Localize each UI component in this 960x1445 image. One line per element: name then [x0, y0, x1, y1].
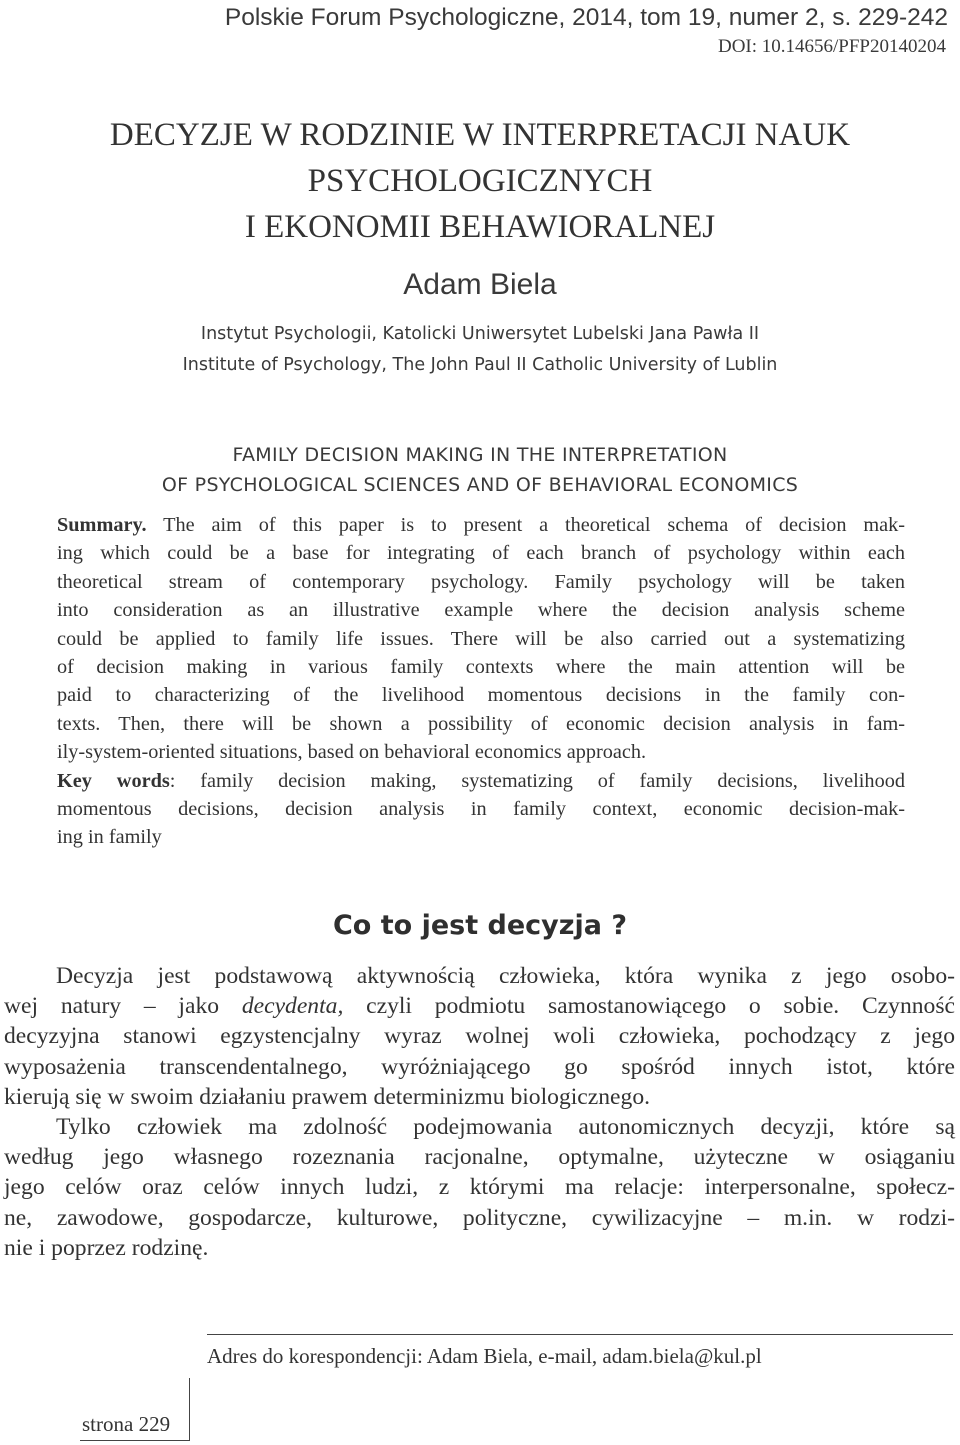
summary-label: Summary.: [57, 514, 147, 536]
summary-block: [57, 511, 905, 852]
page-number-frame-horizontal: [80, 1440, 190, 1441]
title-line: DECYZJE W RODZINIE W INTERPRETACJI NAUK: [109, 117, 851, 153]
paragraph-line: według jego własnego rozeznania racjonalne, optymalne, użyteczne w osiąganiu: [4, 1144, 955, 1171]
paragraph-line: Decyzja jest podstawową aktywnością człowieka, która wynika z jego osobo-: [56, 963, 955, 989]
summary-text: The aim of this paper is to present a theoretical schema of decision mak-: [146, 514, 905, 536]
article-title: [0, 112, 960, 250]
keywords-text: : family decision making, systematizing of family decisions, livelihood: [169, 769, 905, 792]
paragraph-text: wej natury – jako: [4, 993, 242, 1020]
paragraph-line: decyzyjna stanowi egzystencjalny wyraz wolnej woli człowieka, pochodzący z jego: [4, 1023, 955, 1050]
paragraph-line: jego celów oraz celów innych ludzi, z którymi ma relacje: interpersonalne, społecz-: [4, 1174, 955, 1201]
summary-line: ily-system-oriented situations, based on behavioral economics approach.: [57, 741, 647, 764]
keywords-line: ing in family: [57, 826, 162, 849]
summary-line: of decision making in various family contexts where the main attention will be: [57, 656, 905, 679]
affiliation-english: Institute of Psychology, The John Paul II Catholic University of Lublin: [182, 355, 778, 375]
doi: DOI: 10.14656/PFP20140204: [717, 36, 946, 57]
correspondence-footnote: Adres do korespondencji: Adam Biela, e-mail, adam.biela@kul.pl: [207, 1344, 762, 1368]
summary-line: texts. Then, there will be shown a possibility of economic decision analysis in fam-: [57, 712, 905, 735]
summary-line: into consideration as an illustrative example where the decision analysis scheme: [57, 599, 905, 622]
italic-term: decydenta,: [241, 993, 344, 1020]
keywords-line: momentous decisions, decision analysis in family context, economic decision-mak-: [57, 798, 905, 821]
summary-line: ing which could be a base for integrating of each branch of psychology within each: [57, 542, 905, 565]
paragraph-text: czyli podmiotu samostanowiącego o sobie. Czynność: [343, 993, 955, 1020]
body-text: [4, 961, 955, 1263]
journal-citation: Polskie Forum Psychologiczne, 2014, tom 19, numer 2, s. 229-242: [224, 4, 948, 31]
paragraph-line: kierują się w swoim działaniu prawem determinizmu biologicznego.: [4, 1083, 651, 1110]
affiliation-polish: Instytut Psychologii, Katolicki Uniwersytet Lubelski Jana Pawła II: [200, 324, 760, 344]
summary-line: could be applied to family life issues. There will be also carried out a systematizing: [57, 627, 905, 650]
english-title-line: OF PSYCHOLOGICAL SCIENCES AND OF BEHAVIORAL ECONOMICS: [161, 474, 799, 496]
summary-line: [57, 511, 905, 539]
paragraph-line: [4, 991, 955, 1021]
keywords-line: [57, 767, 905, 795]
paragraph-line: nie i poprzez rodzinę.: [4, 1234, 209, 1261]
paragraph-line: ne, zawodowe, gospodarcze, kulturowe, polityczne, cywilizacyjne – m.in. w rodzi-: [4, 1204, 955, 1231]
summary-line: paid to characterizing of the livelihood momentous decisions in the family con-: [57, 684, 905, 707]
english-title: [0, 440, 960, 500]
title-line: I EKONOMII BEHAWIORALNEJ: [244, 209, 716, 245]
english-title-line: FAMILY DECISION MAKING IN THE INTERPRETATION: [232, 444, 728, 466]
paragraph-line: wyposażenia transcendentalnego, wyróżniającego go spośród innych istot, które: [4, 1053, 955, 1080]
title-line: PSYCHOLOGICZNYCH: [307, 163, 653, 199]
page-number: strona 229: [82, 1412, 171, 1436]
summary-line: theoretical stream of contemporary psychology. Family psychology will be taken: [57, 570, 905, 593]
paragraph-line: Tylko człowiek ma zdolność podejmowania autonomicznych decyzji, które są: [56, 1114, 955, 1141]
author-name: Adam Biela: [403, 268, 557, 301]
affiliations: [0, 319, 960, 381]
page-number-frame-vertical: [189, 1378, 190, 1440]
keywords-label: Key words: [57, 769, 170, 792]
footnote-divider: [207, 1334, 953, 1335]
section-heading: Co to jest decyzja ?: [332, 910, 628, 941]
